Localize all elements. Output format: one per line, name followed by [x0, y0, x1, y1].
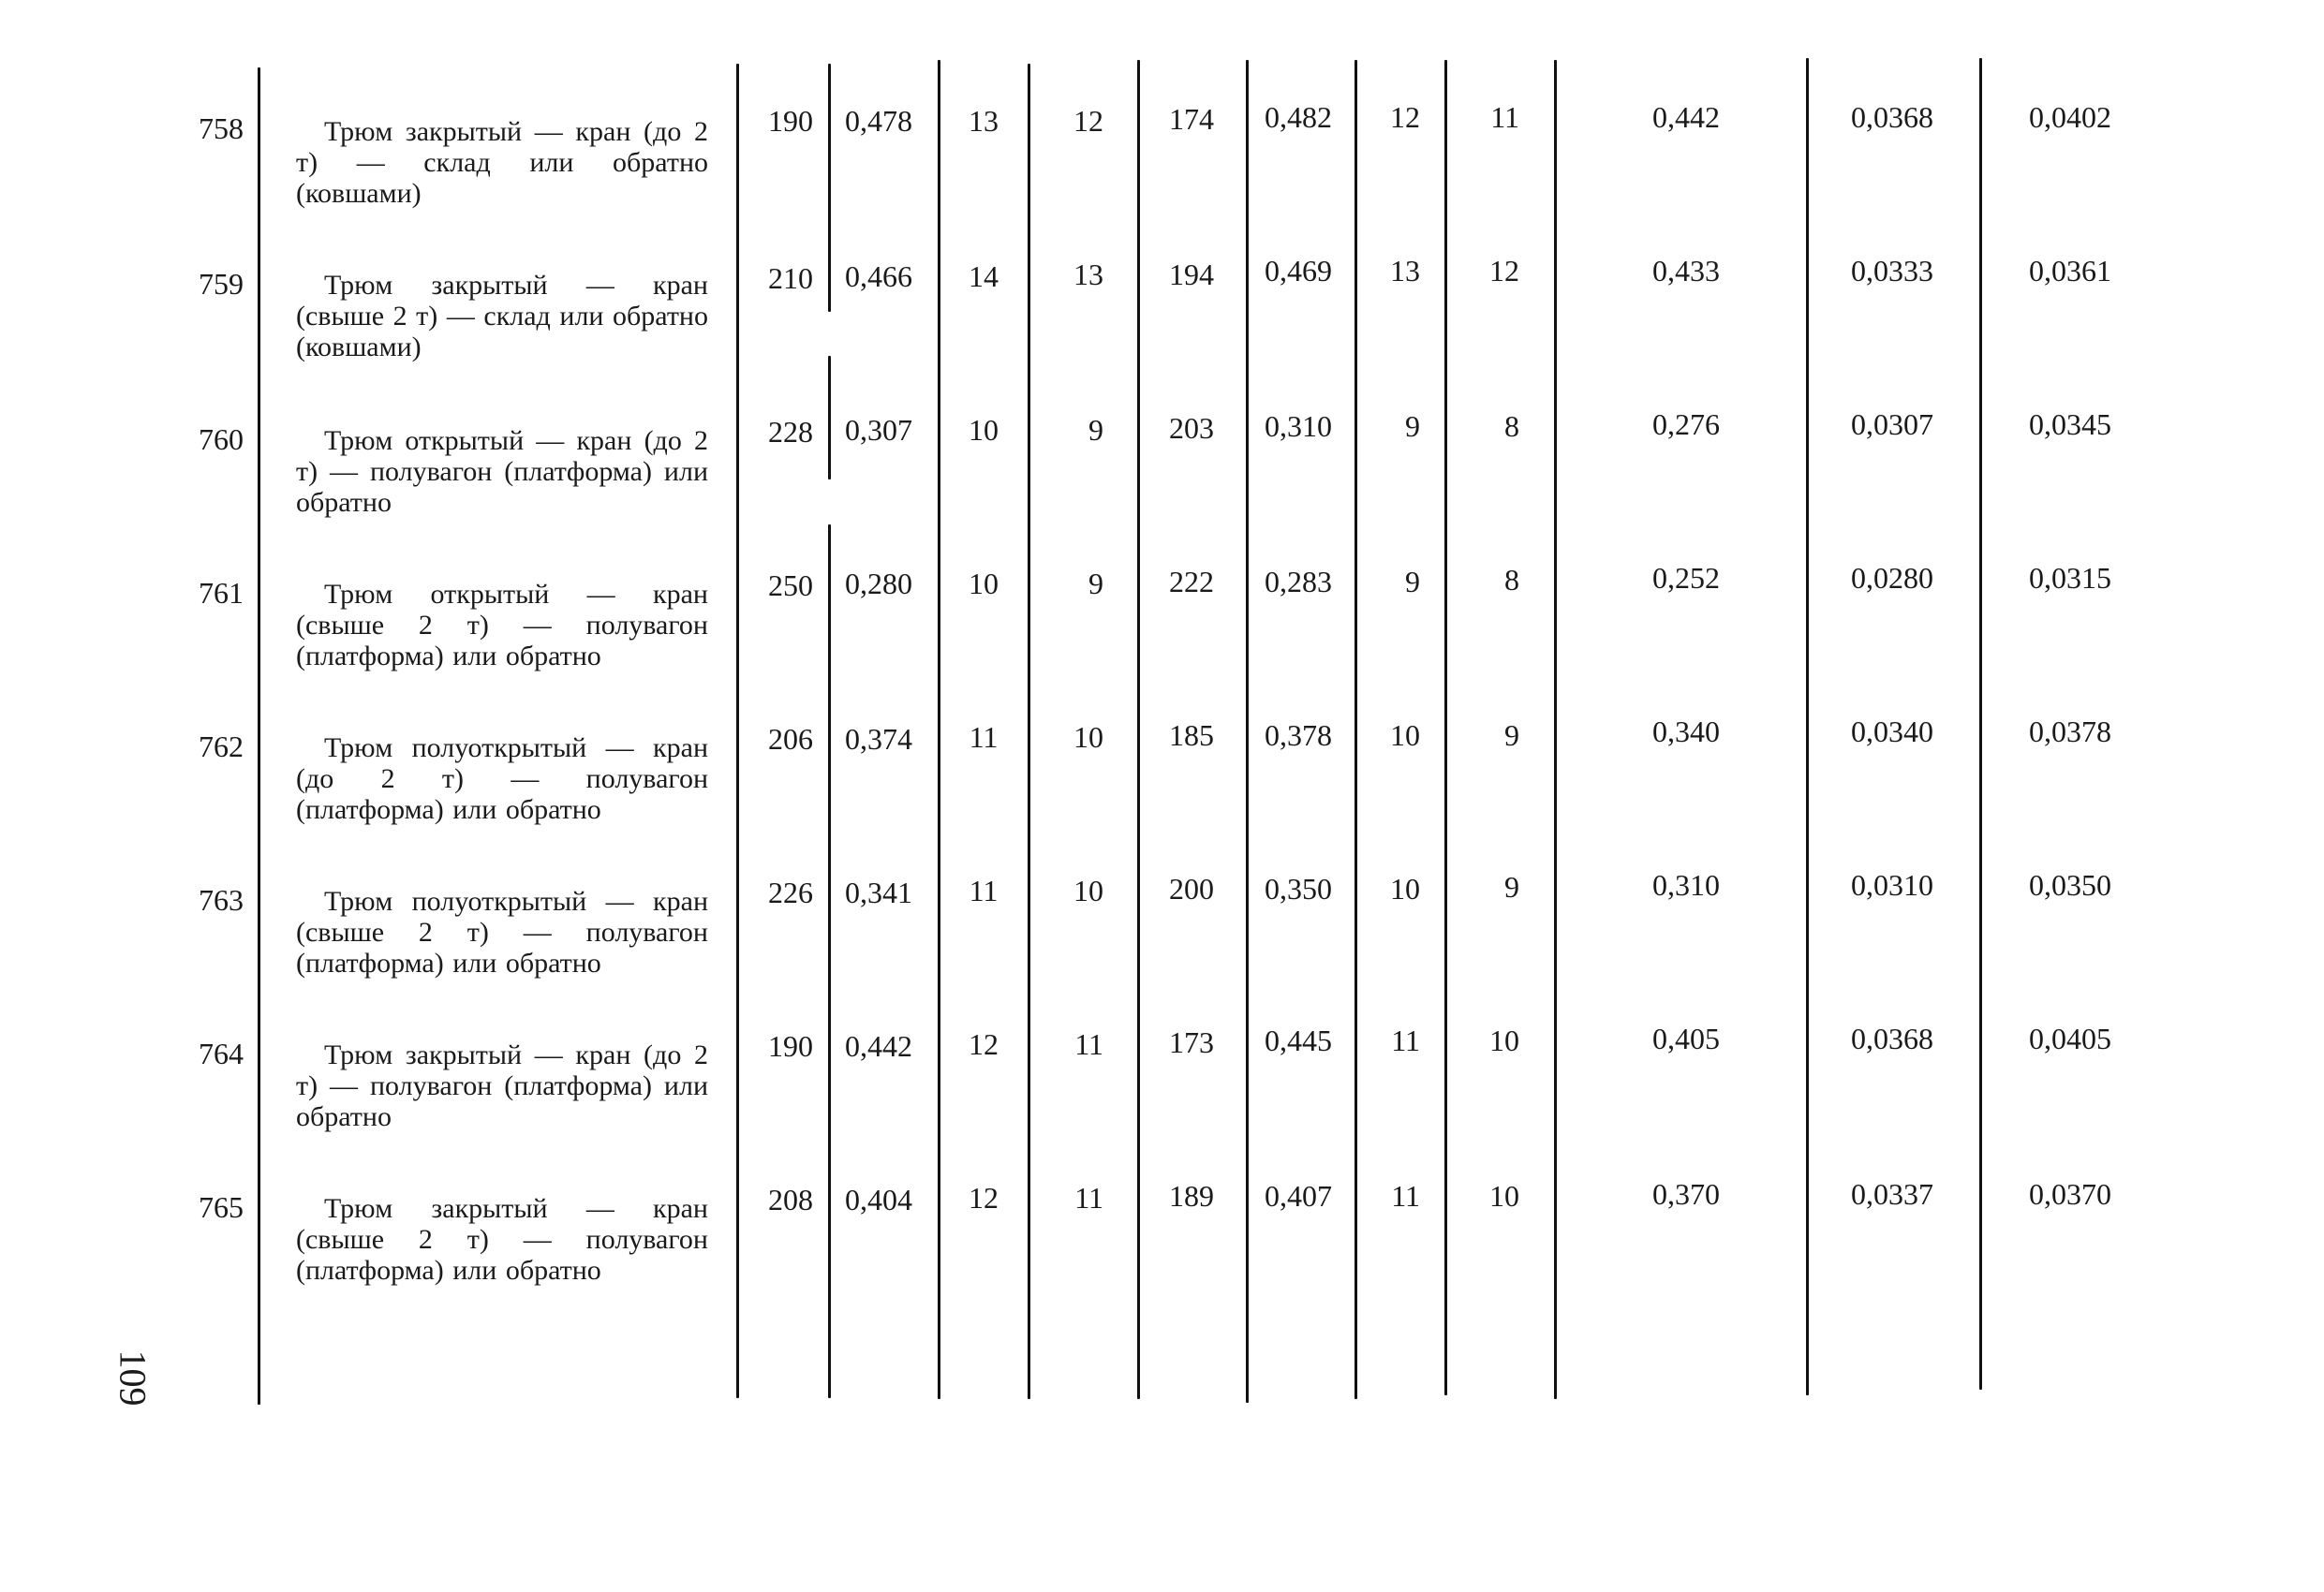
cell-value: 210: [768, 261, 813, 295]
cell-value: 0,466: [845, 259, 912, 293]
cell-value: 189: [1169, 1179, 1214, 1213]
cell-value: 10: [1390, 872, 1420, 906]
cell-value: 11: [1391, 1179, 1420, 1213]
cell-value: 185: [1169, 718, 1214, 752]
column-rule: [258, 67, 260, 1405]
row-number: 764: [199, 1037, 244, 1070]
cell-value: 0,442: [1652, 100, 1720, 134]
cell-value: 0,445: [1265, 1024, 1332, 1057]
cell-value: 0,350: [1265, 872, 1332, 906]
cell-value: 0,0368: [1851, 1022, 1933, 1055]
cell-value: 0,0345: [2029, 407, 2111, 441]
cell-value: 0,0337: [1851, 1177, 1933, 1211]
cell-value: 0,0361: [2029, 254, 2111, 287]
cell-value: 10: [969, 567, 999, 600]
cell-value: 8: [1504, 563, 1519, 597]
cell-value: 8: [1504, 409, 1519, 443]
cell-value: 9: [1504, 870, 1519, 904]
cell-value: 0,341: [845, 876, 912, 909]
cell-value: 0,478: [845, 104, 912, 138]
cell-value: 0,283: [1265, 565, 1332, 598]
cell-value: 0,370: [1652, 1177, 1720, 1211]
cell-value: 11: [969, 720, 999, 754]
cell-value: 0,374: [845, 722, 912, 756]
cell-value: 13: [969, 104, 999, 138]
cell-value: 10: [1489, 1179, 1519, 1213]
cell-value: 10: [1489, 1024, 1519, 1057]
cell-value: 12: [1489, 254, 1519, 287]
cell-value: 173: [1169, 1025, 1214, 1059]
cell-value: 0,0307: [1851, 407, 1933, 441]
cell-value: 0,276: [1652, 407, 1720, 441]
cell-value: 10: [1390, 718, 1420, 752]
column-rule: [1354, 60, 1357, 1399]
cell-value: 10: [1073, 874, 1103, 907]
cell-value: 0,310: [1265, 409, 1332, 443]
cell-value: 11: [969, 874, 999, 907]
column-rule: [1137, 60, 1140, 1399]
cell-value: 0,407: [1265, 1179, 1332, 1213]
cell-value: 0,0310: [1851, 868, 1933, 902]
cell-value: 0,0405: [2029, 1022, 2111, 1055]
cell-value: 0,442: [845, 1029, 912, 1063]
cell-value: 250: [768, 568, 813, 602]
row-number: 762: [199, 730, 244, 763]
cell-value: 0,482: [1265, 100, 1332, 134]
row-description: Трюм открытый — кран (свыше 2 т) — полувагон (платформа) или обратно: [296, 579, 708, 671]
cell-value: 0,0378: [2029, 715, 2111, 748]
cell-value: 14: [969, 259, 999, 293]
row-number: 759: [199, 267, 244, 301]
cell-value: 0,0350: [2029, 868, 2111, 902]
cell-value: 9: [1088, 567, 1103, 600]
cell-value: 190: [768, 1029, 813, 1063]
cell-value: 0,433: [1652, 254, 1720, 287]
cell-value: 11: [1391, 1024, 1420, 1057]
cell-value: 194: [1169, 258, 1214, 291]
cell-value: 0,0370: [2029, 1177, 2111, 1211]
cell-value: 228: [768, 415, 813, 449]
cell-value: 10: [969, 413, 999, 447]
cell-value: 12: [969, 1027, 999, 1061]
cell-value: 0,252: [1652, 561, 1720, 595]
page-number: 109: [111, 1349, 155, 1407]
cell-value: 0,340: [1652, 715, 1720, 748]
column-rule: [828, 64, 831, 312]
column-rule: [1444, 60, 1447, 1395]
cell-value: 10: [1073, 720, 1103, 754]
row-number: 758: [199, 111, 244, 145]
cell-value: 9: [1405, 565, 1420, 598]
column-rule: [938, 60, 940, 1399]
cell-value: 190: [768, 104, 813, 138]
cell-value: 0,0368: [1851, 100, 1933, 134]
row-description: Трюм полуоткрытый — кран (свыше 2 т) — полувагон (платформа) или обратно: [296, 886, 708, 979]
cell-value: 0,0280: [1851, 561, 1933, 595]
cell-value: 13: [1073, 258, 1103, 291]
cell-value: 13: [1390, 254, 1420, 287]
cell-value: 12: [1073, 104, 1103, 138]
row-number: 761: [199, 576, 244, 610]
column-rule: [1028, 64, 1030, 1399]
cell-value: 200: [1169, 872, 1214, 906]
column-rule: [1979, 58, 1982, 1390]
row-description: Трюм закрытый — кран (свыше 2 т) — склад или обратно (ковшами): [296, 270, 708, 362]
cell-value: 222: [1169, 565, 1214, 598]
row-number: 760: [199, 422, 244, 456]
row-description: Трюм полуоткрытый — кран (до 2 т) — полувагон (платформа) или обратно: [296, 732, 708, 825]
cell-value: 11: [1490, 100, 1519, 134]
cell-value: 11: [1074, 1027, 1103, 1061]
column-rule: [736, 64, 739, 1398]
cell-value: 203: [1169, 411, 1214, 445]
cell-value: 9: [1405, 409, 1420, 443]
column-rule: [828, 524, 831, 1398]
row-description: Трюм закрытый — кран (до 2 т) — склад или обратно (ковшами): [296, 116, 708, 209]
cell-value: 208: [768, 1183, 813, 1216]
cell-value: 226: [768, 876, 813, 909]
cell-value: 0,0340: [1851, 715, 1933, 748]
column-rule: [828, 356, 831, 479]
column-rule: [1246, 60, 1249, 1403]
row-description: Трюм закрытый — кран (свыше 2 т) — полувагон (платформа) или обратно: [296, 1193, 708, 1286]
cell-value: 12: [1390, 100, 1420, 134]
row-description: Трюм закрытый — кран (до 2 т) — полувагон (платформа) или обратно: [296, 1039, 708, 1132]
cell-value: 0,307: [845, 413, 912, 447]
cell-value: 0,405: [1652, 1022, 1720, 1055]
cell-value: 0,0315: [2029, 561, 2111, 595]
row-number: 763: [199, 883, 244, 917]
column-rule: [1806, 58, 1809, 1395]
cell-value: 0,0333: [1851, 254, 1933, 287]
cell-value: 206: [768, 722, 813, 756]
cell-value: 0,0402: [2029, 100, 2111, 134]
cell-value: 0,378: [1265, 718, 1332, 752]
row-description: Трюм открытый — кран (до 2 т) — полувагон (платформа) или обратно: [296, 425, 708, 518]
cell-value: 0,280: [845, 567, 912, 600]
cell-value: 11: [1074, 1181, 1103, 1215]
cell-value: 0,404: [845, 1183, 912, 1216]
row-number: 765: [199, 1190, 244, 1224]
column-rule: [1554, 60, 1557, 1399]
cell-value: 0,310: [1652, 868, 1720, 902]
cell-value: 174: [1169, 102, 1214, 136]
cell-value: 0,469: [1265, 254, 1332, 287]
cell-value: 9: [1504, 718, 1519, 752]
cell-value: 9: [1088, 413, 1103, 447]
cell-value: 12: [969, 1181, 999, 1215]
